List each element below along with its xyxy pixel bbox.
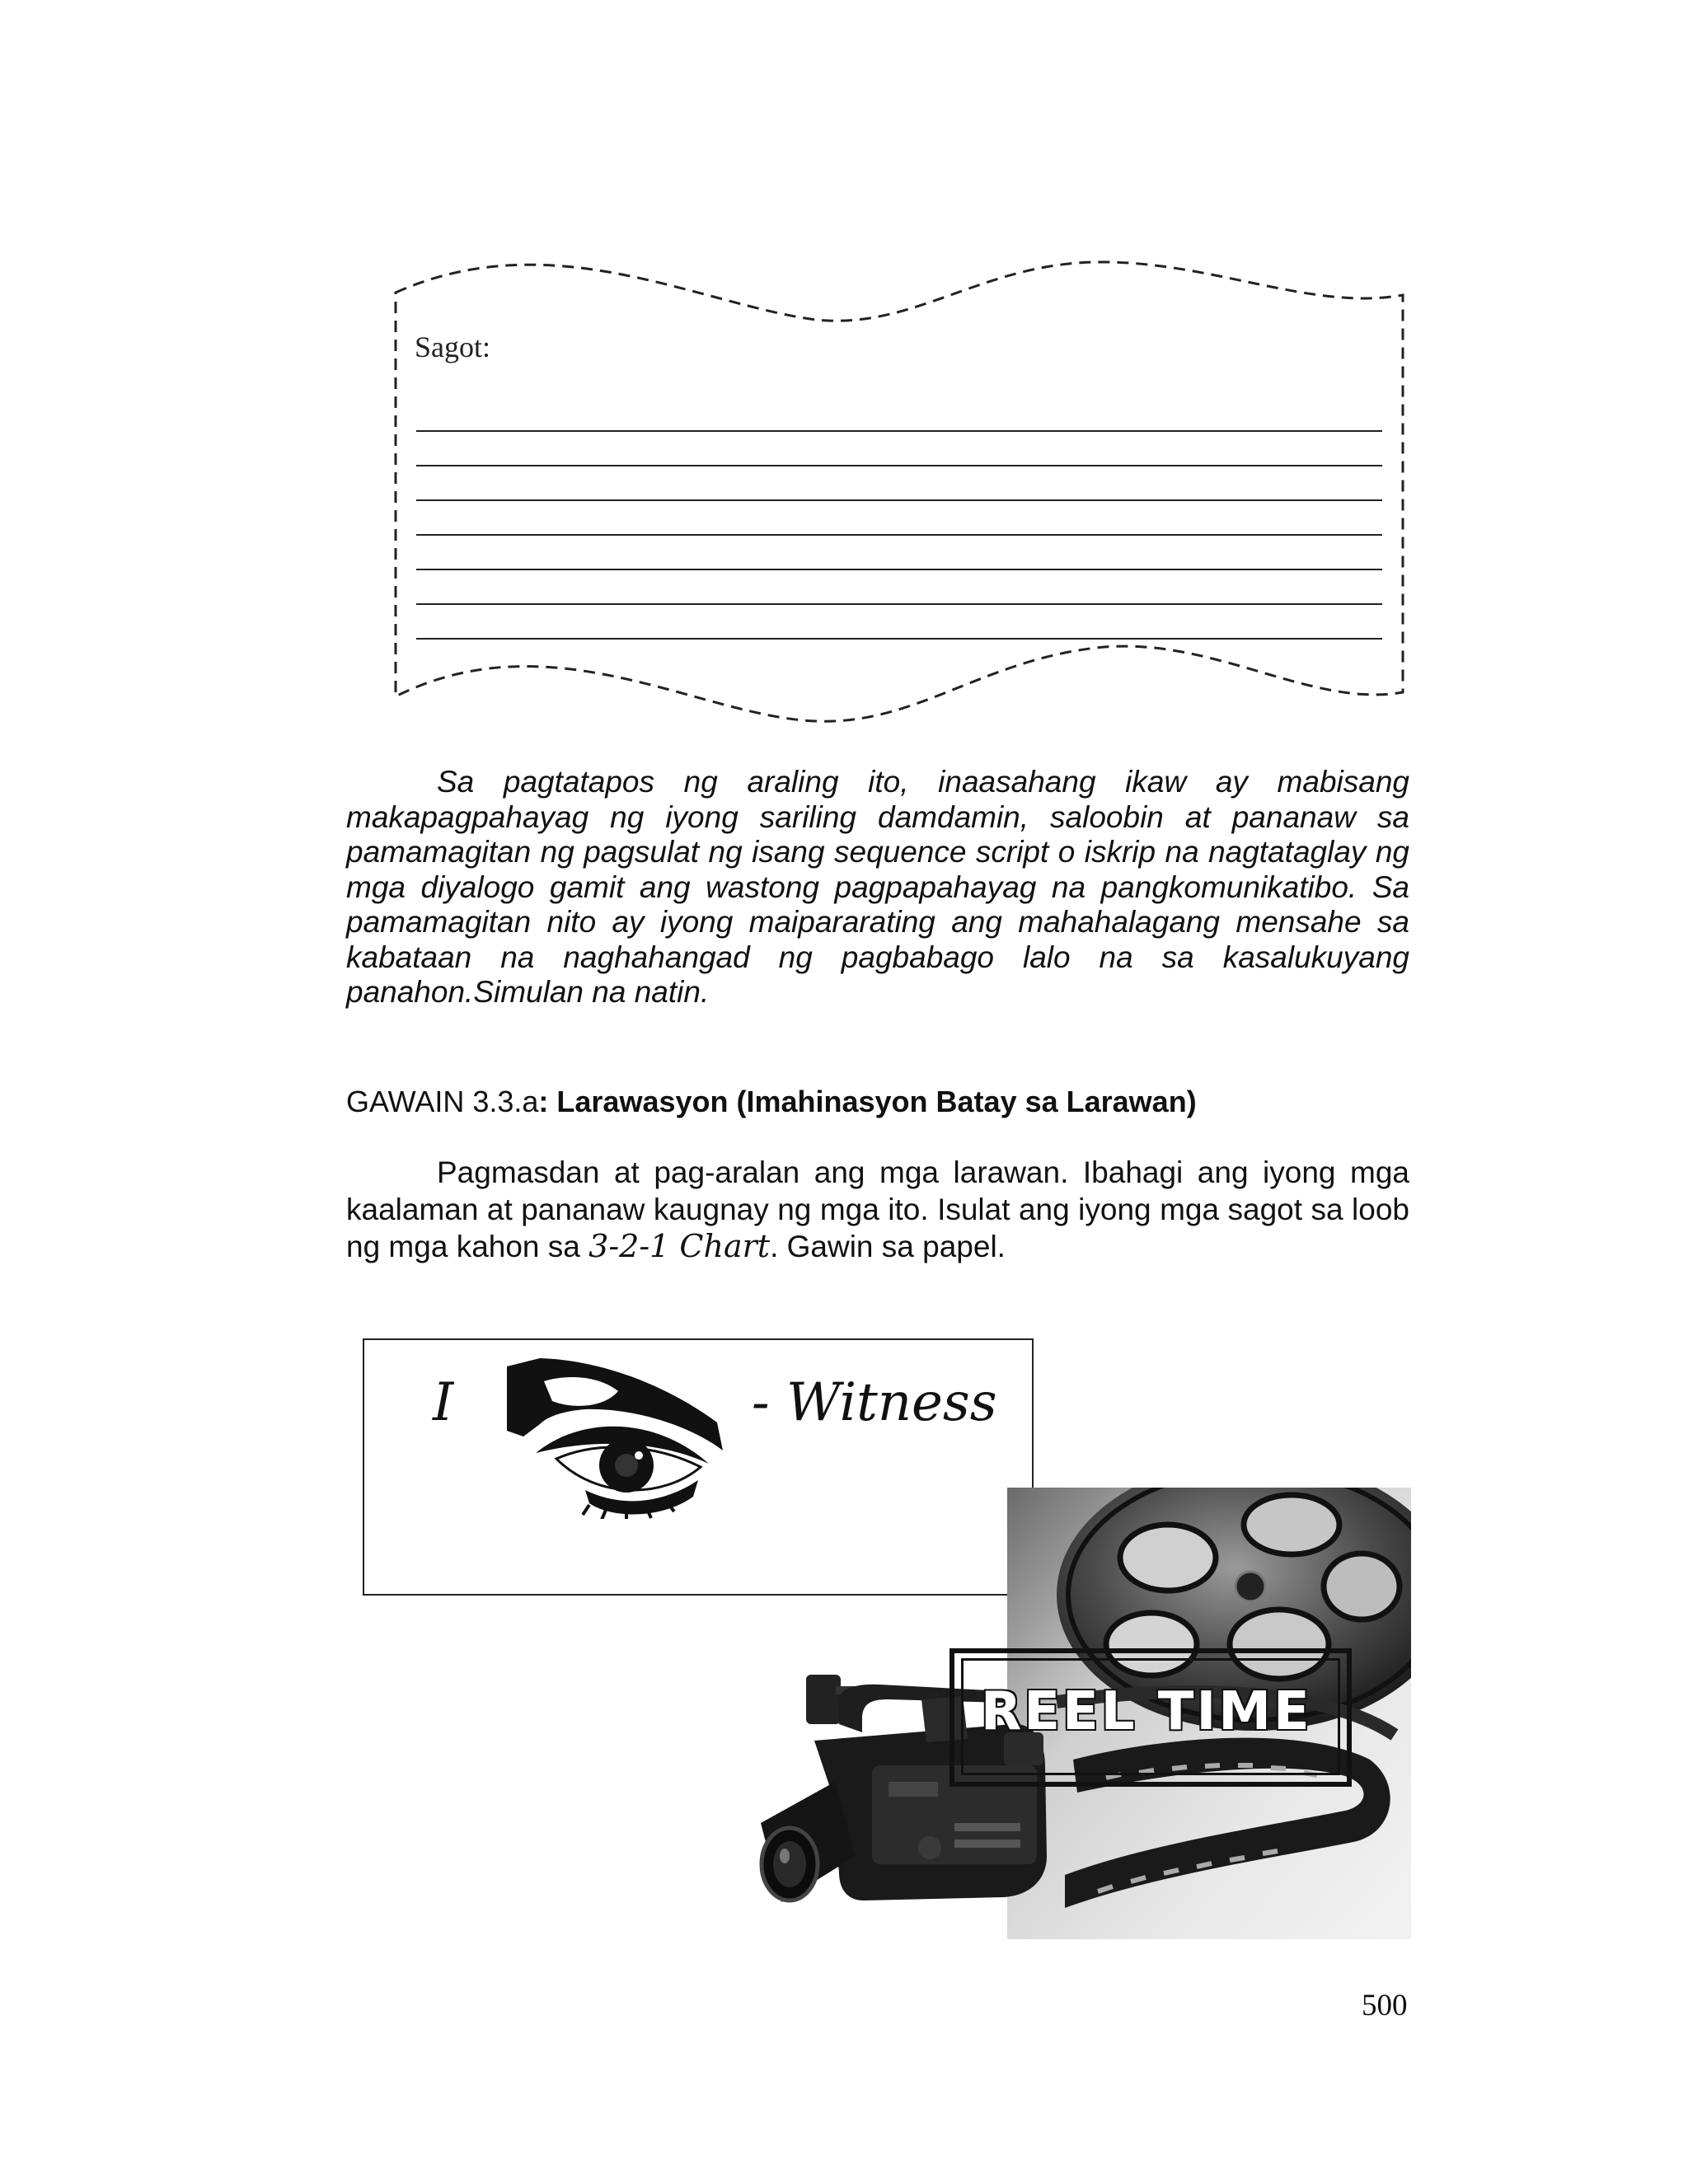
- activity-title: : Larawasyon (Imahinasyon Batay sa Larawan): [538, 1085, 1197, 1118]
- answer-line[interactable]: [416, 430, 1382, 432]
- answer-box-border: [387, 247, 1418, 733]
- answer-label: Sagot:: [415, 330, 491, 363]
- answer-line[interactable]: [416, 569, 1382, 570]
- eye-icon: [507, 1358, 729, 1519]
- answer-line[interactable]: [416, 603, 1382, 605]
- instruction-text: Pagmasdan at pag-aralan ang mga larawan. Ibahagi ang iyong mga kaalaman at pananaw kaugnay ng mga ito. Isulat ang iyong mga sagot sa loob ng mga kahon sa: [346, 1155, 1409, 1263]
- answer-line[interactable]: [416, 534, 1382, 536]
- instruction-paragraph: [346, 1154, 1409, 1265]
- intro-paragraph: [346, 765, 1409, 1010]
- page-number: 500: [1362, 1989, 1408, 2022]
- answer-line[interactable]: [416, 465, 1382, 466]
- instruction-end: . Gawin sa papel.: [770, 1230, 1006, 1263]
- reel-time-title: REEL TIME: [981, 1681, 1312, 1742]
- intro-text: Sa pagtatapos ng araling ito, inaasahang ikaw ay mabisang makapagpahayag ng iyong sariling damdamin, saloobin at pananaw sa pamamagitan ng pagsulat ng isang sequence script o iskrip na nagtataglay ng mga diyalogo gamit ang wastong pagpapahayag na pangkomunikatibo. Sa pamamagitan nito ay iyong maipararating ang mahahalagang mensahe sa kabataan na naghahangad ng pagbabago lalo na sa kasalukuyang panahon.Simulan na natin.: [346, 765, 1409, 1009]
- iwitness-letter-i: I: [433, 1372, 454, 1433]
- answer-line[interactable]: [416, 638, 1382, 640]
- activity-heading: [346, 1085, 1197, 1119]
- chart-name: 3-2-1 Chart: [588, 1228, 771, 1264]
- iwitness-suffix: - Witness: [752, 1372, 997, 1433]
- answer-line[interactable]: [416, 499, 1382, 501]
- activity-number: GAWAIN 3.3.a: [346, 1085, 539, 1118]
